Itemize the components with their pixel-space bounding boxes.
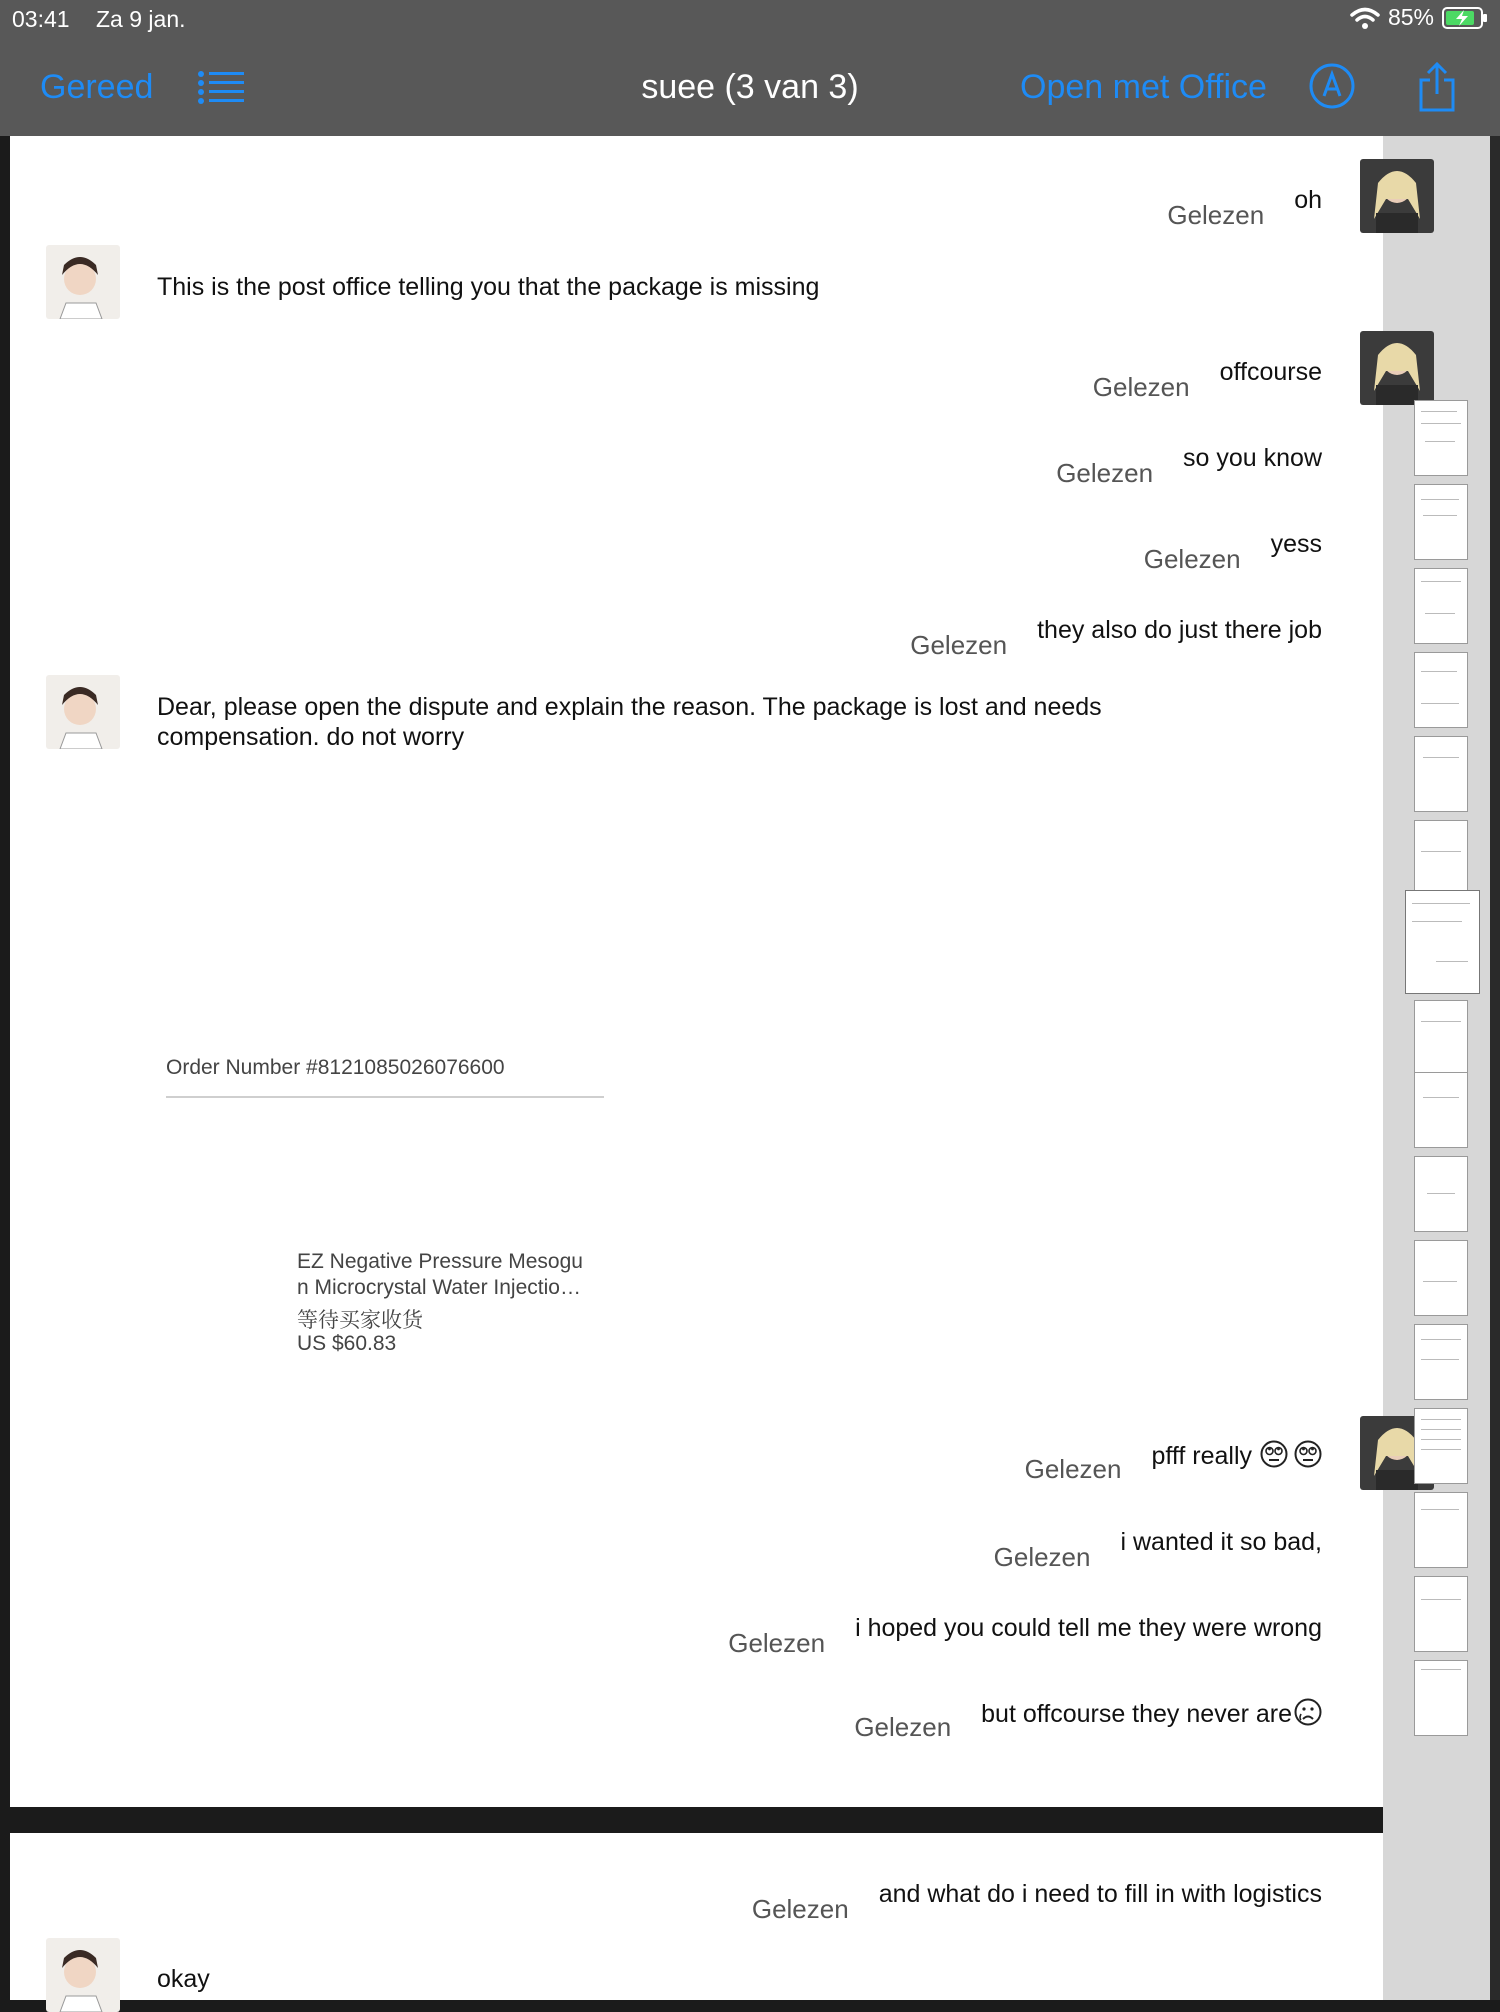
- order-status: 等待买家收货: [297, 1309, 423, 1332]
- message-text: so you know: [1183, 444, 1322, 472]
- page-thumbnail[interactable]: [1414, 1324, 1468, 1400]
- page-thumbnail[interactable]: [1414, 484, 1468, 560]
- page-thumbnail[interactable]: [1414, 736, 1468, 812]
- message-outgoing: [994, 1528, 1322, 1573]
- page-thumbnail[interactable]: [1414, 1072, 1468, 1148]
- message-outgoing: [752, 1880, 1322, 1925]
- markup-icon[interactable]: [1308, 62, 1356, 110]
- message-incoming: This is the post office telling you that the package is missing: [157, 273, 820, 301]
- read-status: Gelezen: [728, 1628, 826, 1658]
- message-outgoing: [1025, 1440, 1322, 1485]
- message-incoming: okay: [157, 1965, 210, 1993]
- message-text: yess: [1270, 530, 1322, 558]
- message-outgoing: [910, 616, 1322, 661]
- share-icon[interactable]: [1418, 62, 1456, 112]
- page-thumbnail[interactable]: [1414, 1492, 1468, 1568]
- order-product-name[interactable]: EZ Negative Pressure Mesogu: [297, 1250, 583, 1273]
- status-time: 03:41: [12, 6, 70, 32]
- page-thumbnail[interactable]: [1414, 1576, 1468, 1652]
- read-status: Gelezen: [993, 1542, 1091, 1572]
- message-outgoing: [728, 1614, 1322, 1659]
- message-incoming: Dear, please open the dispute and explain the reason. The package is lost and needs compensation. do not worry: [157, 693, 1102, 751]
- page-thumbnail[interactable]: [1414, 1156, 1468, 1232]
- read-status: Gelezen: [751, 1894, 849, 1924]
- battery-charging-icon: [1442, 7, 1488, 29]
- read-status: Gelezen: [1056, 458, 1154, 488]
- open-with-office-button[interactable]: Open met Office: [1020, 68, 1267, 106]
- message-body: but offcourse they never are: [981, 1700, 1292, 1728]
- read-status: Gelezen: [854, 1712, 952, 1742]
- message-body: pfff really: [1151, 1442, 1252, 1470]
- page-thumbnail[interactable]: [1414, 820, 1468, 896]
- page-thumbnail[interactable]: [1414, 568, 1468, 644]
- page-thumbnail[interactable]: [1414, 1408, 1468, 1484]
- read-status: Gelezen: [1167, 200, 1265, 230]
- avatar-sender: [1360, 331, 1434, 405]
- message-outgoing: [1144, 530, 1322, 575]
- avatar-contact: [46, 1938, 120, 2012]
- message-text: they also do just there job: [1037, 616, 1322, 644]
- message-text: and what do i need to fill in with logistics: [878, 1880, 1322, 1908]
- right-edge: [1490, 136, 1500, 2000]
- read-status: Gelezen: [1143, 544, 1241, 574]
- status-date: Za 9 jan.: [96, 6, 186, 32]
- battery-percent: 85%: [1387, 4, 1434, 30]
- avatar-contact: [46, 675, 120, 749]
- read-status: Gelezen: [910, 630, 1008, 660]
- done-button[interactable]: Gereed: [40, 68, 154, 106]
- order-product-name-cont[interactable]: n Microcrystal Water Injectio…: [297, 1276, 581, 1299]
- avatar-contact: [46, 245, 120, 319]
- sad-emoji-icon: [1294, 1698, 1322, 1726]
- message-outgoing: [1167, 186, 1322, 231]
- page-thumbnail[interactable]: [1414, 1240, 1468, 1316]
- wifi-icon: [1350, 6, 1380, 30]
- status-indicators: [1350, 4, 1488, 31]
- rolling-eyes-emoji-icon: [1294, 1440, 1322, 1468]
- message-outgoing: [854, 1698, 1322, 1743]
- page-thumbnail-current[interactable]: [1405, 890, 1480, 994]
- message-text: oh: [1294, 186, 1322, 214]
- read-status: Gelezen: [1024, 1454, 1122, 1484]
- top-bar: [0, 0, 1500, 136]
- read-status: Gelezen: [1092, 372, 1190, 402]
- message-text: i wanted it so bad,: [1120, 1528, 1322, 1556]
- message-text: offcourse: [1219, 358, 1322, 386]
- page-thumbnail[interactable]: [1414, 1660, 1468, 1736]
- message-outgoing: [1056, 444, 1322, 489]
- avatar-sender: [1360, 159, 1434, 233]
- order-number[interactable]: Order Number #8121085026076600: [166, 1056, 505, 1079]
- message-outgoing: [1093, 358, 1322, 403]
- page-thumbnail[interactable]: [1414, 400, 1468, 476]
- message-text: i hoped you could tell me they were wrong: [855, 1614, 1322, 1642]
- message-text: [1151, 1440, 1322, 1471]
- message-text: [981, 1698, 1322, 1729]
- document-title: suee (3 van 3): [641, 68, 859, 106]
- order-divider: [166, 1096, 604, 1098]
- rolling-eyes-emoji-icon: [1260, 1440, 1288, 1468]
- order-price: US $60.83: [297, 1332, 397, 1355]
- page-thumbnail[interactable]: [1414, 652, 1468, 728]
- page-thumbnail[interactable]: [1414, 1000, 1468, 1076]
